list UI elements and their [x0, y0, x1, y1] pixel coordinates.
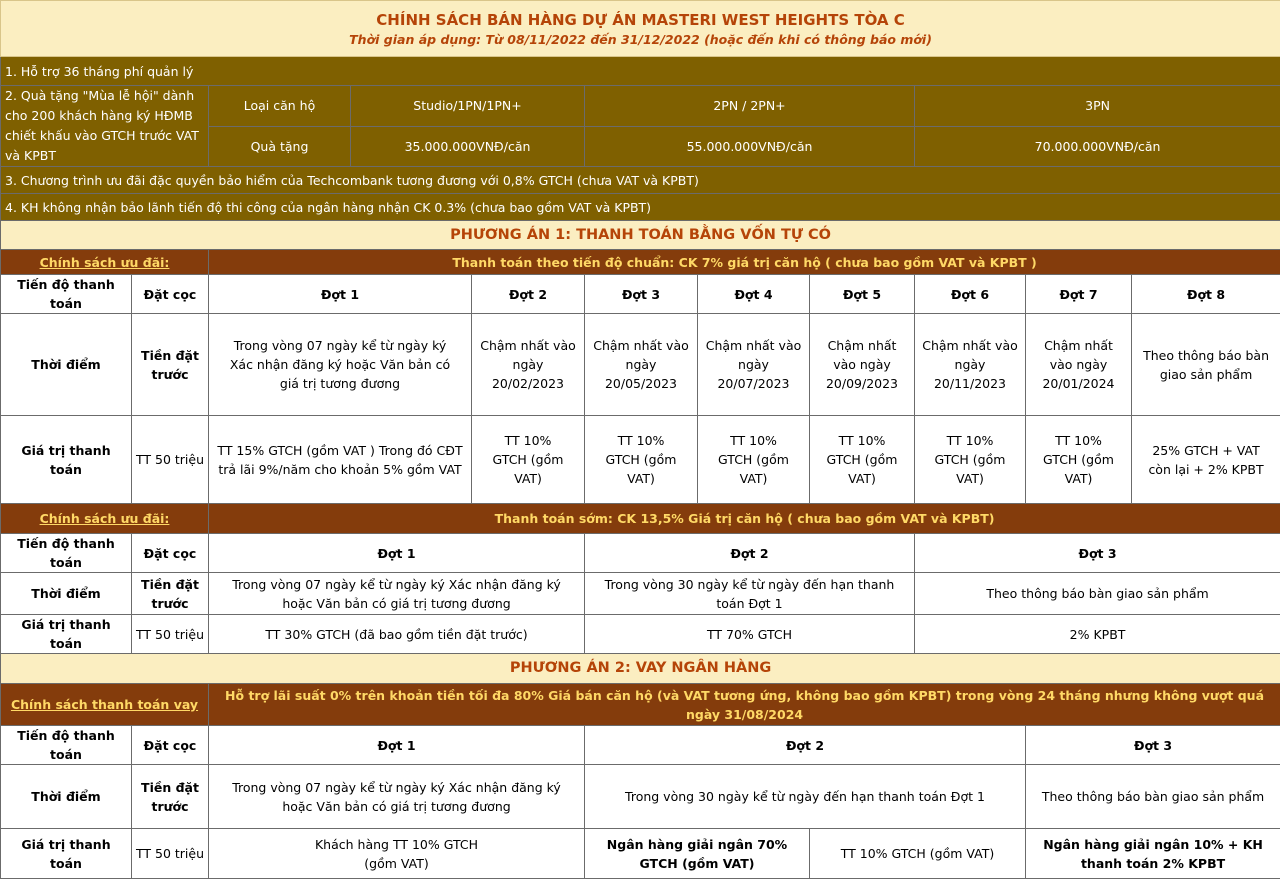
policy-item-3: 3. Chương trình ưu đãi đặc quyền bảo hiểm của Techcombank tương đương với 0,8% GTCH (chưa VAT và KPBT) — [1, 167, 1280, 194]
plan1-phase-3: Đợt 3 — [585, 275, 698, 314]
early-value-3: 2% KPBT — [915, 615, 1280, 654]
early-deposit-value: TT 50 triệu — [132, 615, 209, 654]
plan1-phase-4: Đợt 4 — [698, 275, 810, 314]
early-deposit-label: Đặt cọc — [132, 534, 209, 573]
plan2-deposit-value: TT 50 triệu — [132, 829, 209, 879]
plan1-standard-policy-text: Thanh toán theo tiến độ chuẩn: CK 7% giá trị căn hộ ( chưa bao gồm VAT và KPBT ) — [452, 255, 1036, 270]
plan2-value-2-customer: TT 10% GTCH (gồm VAT) — [810, 829, 1026, 879]
plan1-value-2: TT 10% GTCH (gồm VAT) — [472, 416, 585, 504]
plan1-phase-6: Đợt 6 — [915, 275, 1026, 314]
plan2-policy-label: Chính sách thanh toán vay — [11, 697, 198, 712]
early-phase-3: Đợt 3 — [915, 534, 1280, 573]
plan2-deposit-time: Tiền đặt trước — [132, 765, 209, 829]
policy-item-4: 4. KH không nhận bảo lãnh tiến độ thi công của ngân hàng nhận CK 0.3% (chưa bao gồm VAT và KPBT) — [1, 194, 1280, 221]
policy-item-2: 2. Quà tặng "Mùa lễ hội" dành cho 200 khách hàng ký HĐMB chiết khấu vào GTCH trước VAT và KPBT — [1, 86, 209, 167]
plan2-value-2-bank: Ngân hàng giải ngân 70% GTCH (gồm VAT) — [585, 829, 810, 879]
plan1-time-4: Chậm nhất vào ngày 20/07/2023 — [698, 314, 810, 416]
policy-item-1: 1. Hỗ trợ 36 tháng phí quản lý — [1, 57, 1280, 86]
plan1-deposit-value: TT 50 triệu — [132, 416, 209, 504]
plan2-time-1: Trong vòng 07 ngày kể từ ngày ký Xác nhận đăng ký hoặc Văn bản có giá trị tương đương — [209, 765, 585, 829]
plan2-policy-text: Hỗ trợ lãi suất 0% trên khoản tiền tối đa 80% Giá bán căn hộ (và VAT tương ứng, không bao gồm KPBT) trong vòng 24 tháng nhưng không vượt quá ngày 31/08/2024 — [225, 688, 1264, 722]
plan2-title: PHƯƠNG ÁN 2: VAY NGÂN HÀNG — [1, 654, 1280, 684]
page-subtitle: Thời gian áp dụng: Từ 08/11/2022 đến 31/12/2022 (hoặc đến khi có thông báo mới) — [4, 31, 1277, 49]
plan2-phase-2: Đợt 2 — [585, 726, 1026, 765]
page-title: CHÍNH SÁCH BÁN HÀNG DỰ ÁN MASTERI WEST HEIGHTS TÒA C — [4, 9, 1277, 31]
early-value-label: Giá trị thanh toán — [1, 615, 132, 654]
gift-value-studio: 35.000.000VNĐ/căn — [351, 126, 585, 167]
gift-value-label: Quà tặng — [209, 126, 351, 167]
plan1-progress-label: Tiến độ thanh toán — [1, 275, 132, 314]
plan2-deposit-label: Đặt cọc — [132, 726, 209, 765]
gift-type-label: Loại căn hộ — [209, 86, 351, 127]
header-band — [1, 1, 1280, 57]
plan2-time-2: Trong vòng 30 ngày kể từ ngày đến hạn thanh toán Đợt 1 — [585, 765, 1026, 829]
early-time-1: Trong vòng 07 ngày kể từ ngày ký Xác nhận đăng ký hoặc Văn bản có giá trị tương đương — [209, 573, 585, 615]
early-progress-label: Tiến độ thanh toán — [1, 534, 132, 573]
plan1-value-8: 25% GTCH + VAT còn lại + 2% KPBT — [1132, 416, 1280, 504]
plan1-standard-policy-label: Chính sách ưu đãi: — [40, 255, 170, 270]
plan1-phase-1: Đợt 1 — [209, 275, 472, 314]
plan2-value-3: Ngân hàng giải ngân 10% + KH thanh toán 2% KPBT — [1026, 829, 1280, 879]
plan1-value-6: TT 10% GTCH (gồm VAT) — [915, 416, 1026, 504]
plan1-value-5: TT 10% GTCH (gồm VAT) — [810, 416, 915, 504]
gift-type-3pn: 3PN — [915, 86, 1280, 127]
plan2-value-label: Giá trị thanh toán — [1, 829, 132, 879]
early-time-2: Trong vòng 30 ngày kể từ ngày đến hạn thanh toán Đợt 1 — [585, 573, 915, 615]
early-time-label: Thời điểm — [1, 573, 132, 615]
plan1-time-7: Chậm nhất vào ngày 20/01/2024 — [1026, 314, 1132, 416]
plan1-time-label: Thời điểm — [1, 314, 132, 416]
plan1-time-1: Trong vòng 07 ngày kể từ ngày ký Xác nhận đăng ký hoặc Văn bản có giá trị tương đương — [209, 314, 472, 416]
plan2-progress-label: Tiến độ thanh toán — [1, 726, 132, 765]
early-phase-1: Đợt 1 — [209, 534, 585, 573]
plan1-value-label: Giá trị thanh toán — [1, 416, 132, 504]
early-phase-2: Đợt 2 — [585, 534, 915, 573]
plan1-time-3: Chậm nhất vào ngày 20/05/2023 — [585, 314, 698, 416]
plan1-title: PHƯƠNG ÁN 1: THANH TOÁN BẰNG VỐN TỰ CÓ — [1, 221, 1280, 250]
plan1-time-5: Chậm nhất vào ngày 20/09/2023 — [810, 314, 915, 416]
plan1-time-2: Chậm nhất vào ngày 20/02/2023 — [472, 314, 585, 416]
plan1-time-6: Chậm nhất vào ngày 20/11/2023 — [915, 314, 1026, 416]
plan1-phase-7: Đợt 7 — [1026, 275, 1132, 314]
gift-value-2pn: 55.000.000VNĐ/căn — [585, 126, 915, 167]
plan1-deposit-time: Tiền đặt trước — [132, 314, 209, 416]
early-value-2: TT 70% GTCH — [585, 615, 915, 654]
plan2-time-3: Theo thông báo bàn giao sản phẩm — [1026, 765, 1280, 829]
early-deposit-time: Tiền đặt trước — [132, 573, 209, 615]
gift-type-2pn: 2PN / 2PN+ — [585, 86, 915, 127]
gift-type-studio: Studio/1PN/1PN+ — [351, 86, 585, 127]
plan2-time-label: Thời điểm — [1, 765, 132, 829]
gift-value-3pn: 70.000.000VNĐ/căn — [915, 126, 1280, 167]
early-value-1: TT 30% GTCH (đã bao gồm tiền đặt trước) — [209, 615, 585, 654]
plan1-phase-5: Đợt 5 — [810, 275, 915, 314]
plan1-value-1: TT 15% GTCH (gồm VAT ) Trong đó CĐT trả lãi 9%/năm cho khoản 5% gồm VAT — [209, 416, 472, 504]
early-time-3: Theo thông báo bàn giao sản phẩm — [915, 573, 1280, 615]
plan1-early-policy-text: Thanh toán sớm: CK 13,5% Giá trị căn hộ ( chưa bao gồm VAT và KPBT) — [495, 511, 995, 526]
plan2-phase-3: Đợt 3 — [1026, 726, 1280, 765]
plan2-phase-1: Đợt 1 — [209, 726, 585, 765]
plan1-time-8: Theo thông báo bàn giao sản phẩm — [1132, 314, 1280, 416]
plan1-phase-8: Đợt 8 — [1132, 275, 1280, 314]
plan1-deposit-label: Đặt cọc — [132, 275, 209, 314]
plan1-phase-2: Đợt 2 — [472, 275, 585, 314]
plan2-value-1: Khách hàng TT 10% GTCH (gồm VAT) — [209, 829, 585, 879]
plan1-value-3: TT 10% GTCH (gồm VAT) — [585, 416, 698, 504]
plan1-value-7: TT 10% GTCH (gồm VAT) — [1026, 416, 1132, 504]
plan1-value-4: TT 10% GTCH (gồm VAT) — [698, 416, 810, 504]
plan1-early-policy-label: Chính sách ưu đãi: — [40, 511, 170, 526]
